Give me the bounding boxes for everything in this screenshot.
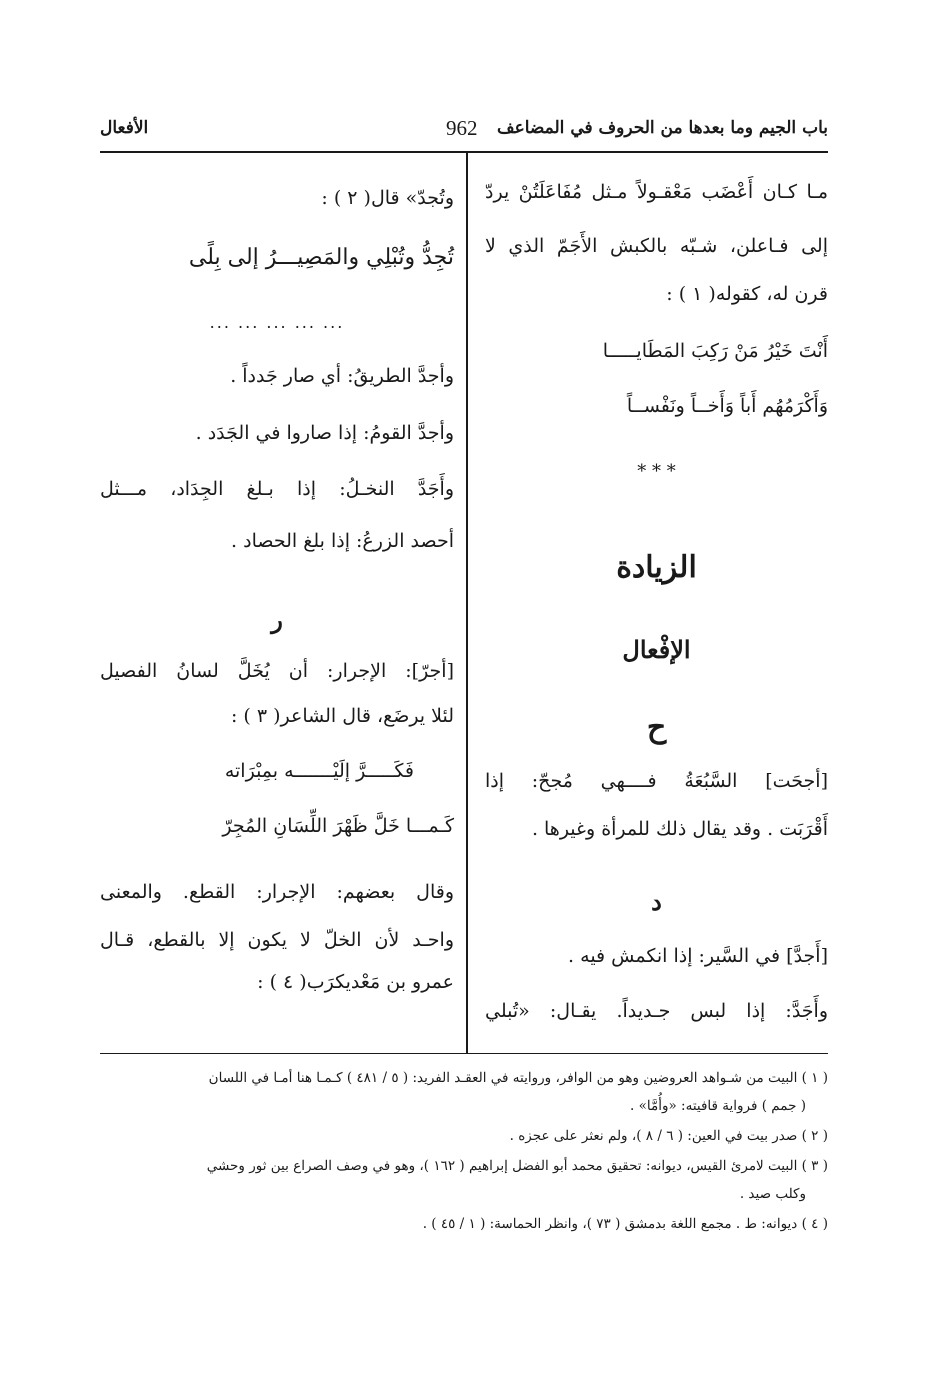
text-line: وقال بعضهم: الإجرار: القطع. والمعنى bbox=[100, 881, 454, 903]
column-divider bbox=[466, 153, 468, 1053]
footnote-2: ( ٢ ) صدر بيت في العين: ( ٦ / ٨ )، ولم نعثر على عجزه . bbox=[509, 1128, 828, 1144]
footnote-4: ( ٤ ) ديوانه: ط . مجمع اللغة بدمشق ( ٧٣ )، وانظر الحماسة: ( ١ / ٤٥ ) . bbox=[422, 1216, 828, 1232]
text-line: وأجدَّ القومُ: إذا صاروا في الجَدَد . bbox=[195, 422, 454, 444]
section-separator-stars: * * * bbox=[637, 461, 676, 482]
text-line: وأجدَّ الطريقُ: أي صار جَدداً . bbox=[230, 365, 454, 387]
subsection-title: الإفْعال bbox=[622, 635, 691, 664]
text-line: مـا كـان أَعْضَب مَعْقـولاً مـثل مُفَاعَلَتُنْ يردّ bbox=[485, 181, 828, 203]
text-line: [أَجدَّ] في السَّير: إذا انكمش فيه . bbox=[568, 945, 828, 967]
footnote-1-cont: ( جمم ) فرواية قافيته: «وأُمَّا» . bbox=[630, 1098, 806, 1114]
text-line: عمرو بن مَعْديكرَب( ٤ ) : bbox=[257, 971, 454, 993]
text-line: قرن له، كقوله( ١ ) : bbox=[666, 283, 828, 305]
text-line: أَقْرَبَت . وقد يقال ذلك للمرأة وغيرها . bbox=[531, 818, 828, 840]
footnote-3-cont: وكلب صيد . bbox=[739, 1186, 806, 1202]
letter-heading-ra: ر bbox=[271, 605, 283, 634]
text-line: وتُجدّ» قال( ٢ ) : bbox=[321, 187, 454, 209]
text-line: وأَجَدَّ النخـلُ: إذا بـلغ الجِدَاد، مـــثل bbox=[100, 478, 454, 500]
page-number: 962 bbox=[446, 116, 478, 140]
verse-line: تُجِدُّ وتُبْلِي والمَصِيـــرُ إلى بِلًى bbox=[188, 245, 454, 270]
text-line: لئلا يرضَع، قال الشاعر( ٣ ) : bbox=[230, 705, 454, 727]
verse-line: أَنْتَ خَيْرُ مَنْ رَكِبَ المَطَايـــــا bbox=[602, 340, 828, 362]
verse-line: فَكَـــــرَّ إلَيْـــــــه بمِبْرَاته bbox=[224, 760, 414, 782]
letter-heading-ha: ح bbox=[646, 710, 667, 745]
header-rule bbox=[100, 151, 828, 153]
header-section-title: الأفعال bbox=[100, 118, 149, 138]
footnote-3: ( ٣ ) البيت لامرئ القيس، ديوانه: تحقيق محمد أبو الفضل إبراهيم ( ١٦٢ )، وهو في وصف الصراع بين ثور وحشي bbox=[206, 1158, 828, 1174]
text-line: أحصد الزرعُ: إذا بلغ الحصاد . bbox=[231, 530, 454, 552]
text-line: [أجرّ]: الإجرار: أن يُخَلَّ لسانُ الفصيل bbox=[100, 660, 454, 682]
text-line: وأَجَدَّ: إذا لبس جـديداً. يقـال: «تُبلي bbox=[485, 1000, 828, 1022]
text-line: [أجحَت] السَّبُعَةُ فــــهي مُجحّ: إذا bbox=[485, 770, 828, 792]
ellipsis-line: ... ... ... ... ... bbox=[209, 313, 345, 332]
section-title: الزيادة bbox=[616, 550, 697, 585]
verse-line: كَـمـــا خَلَّ ظَهْرَ اللِّسَانِ المُجِرّ bbox=[222, 815, 454, 837]
page-header bbox=[100, 112, 828, 152]
footnote-rule bbox=[100, 1053, 828, 1054]
text-line: واحـد لأن الخلّ لا يكون إلا بالقطع، قـال bbox=[100, 929, 454, 951]
letter-heading-dal: د bbox=[651, 887, 662, 916]
verse-line: وَأَكْرَمُهُم أَباً وَأَخــاً ونَفْســاً bbox=[626, 395, 828, 417]
footnote-1: ( ١ ) البيت من شـواهد العروضين وهو من الوافر، وروايته في العقـد الفريد: ( ٥ / ٤٨١ ) كـمـا هنا أمـا في اللسان bbox=[208, 1070, 828, 1086]
text-line: إلى فـاعلن، شـبّه بالكبش الأَجَمّ الذي لا bbox=[485, 235, 828, 257]
header-chapter-title: باب الجيم وما بعدها من الحروف في المضاعف bbox=[497, 118, 828, 138]
